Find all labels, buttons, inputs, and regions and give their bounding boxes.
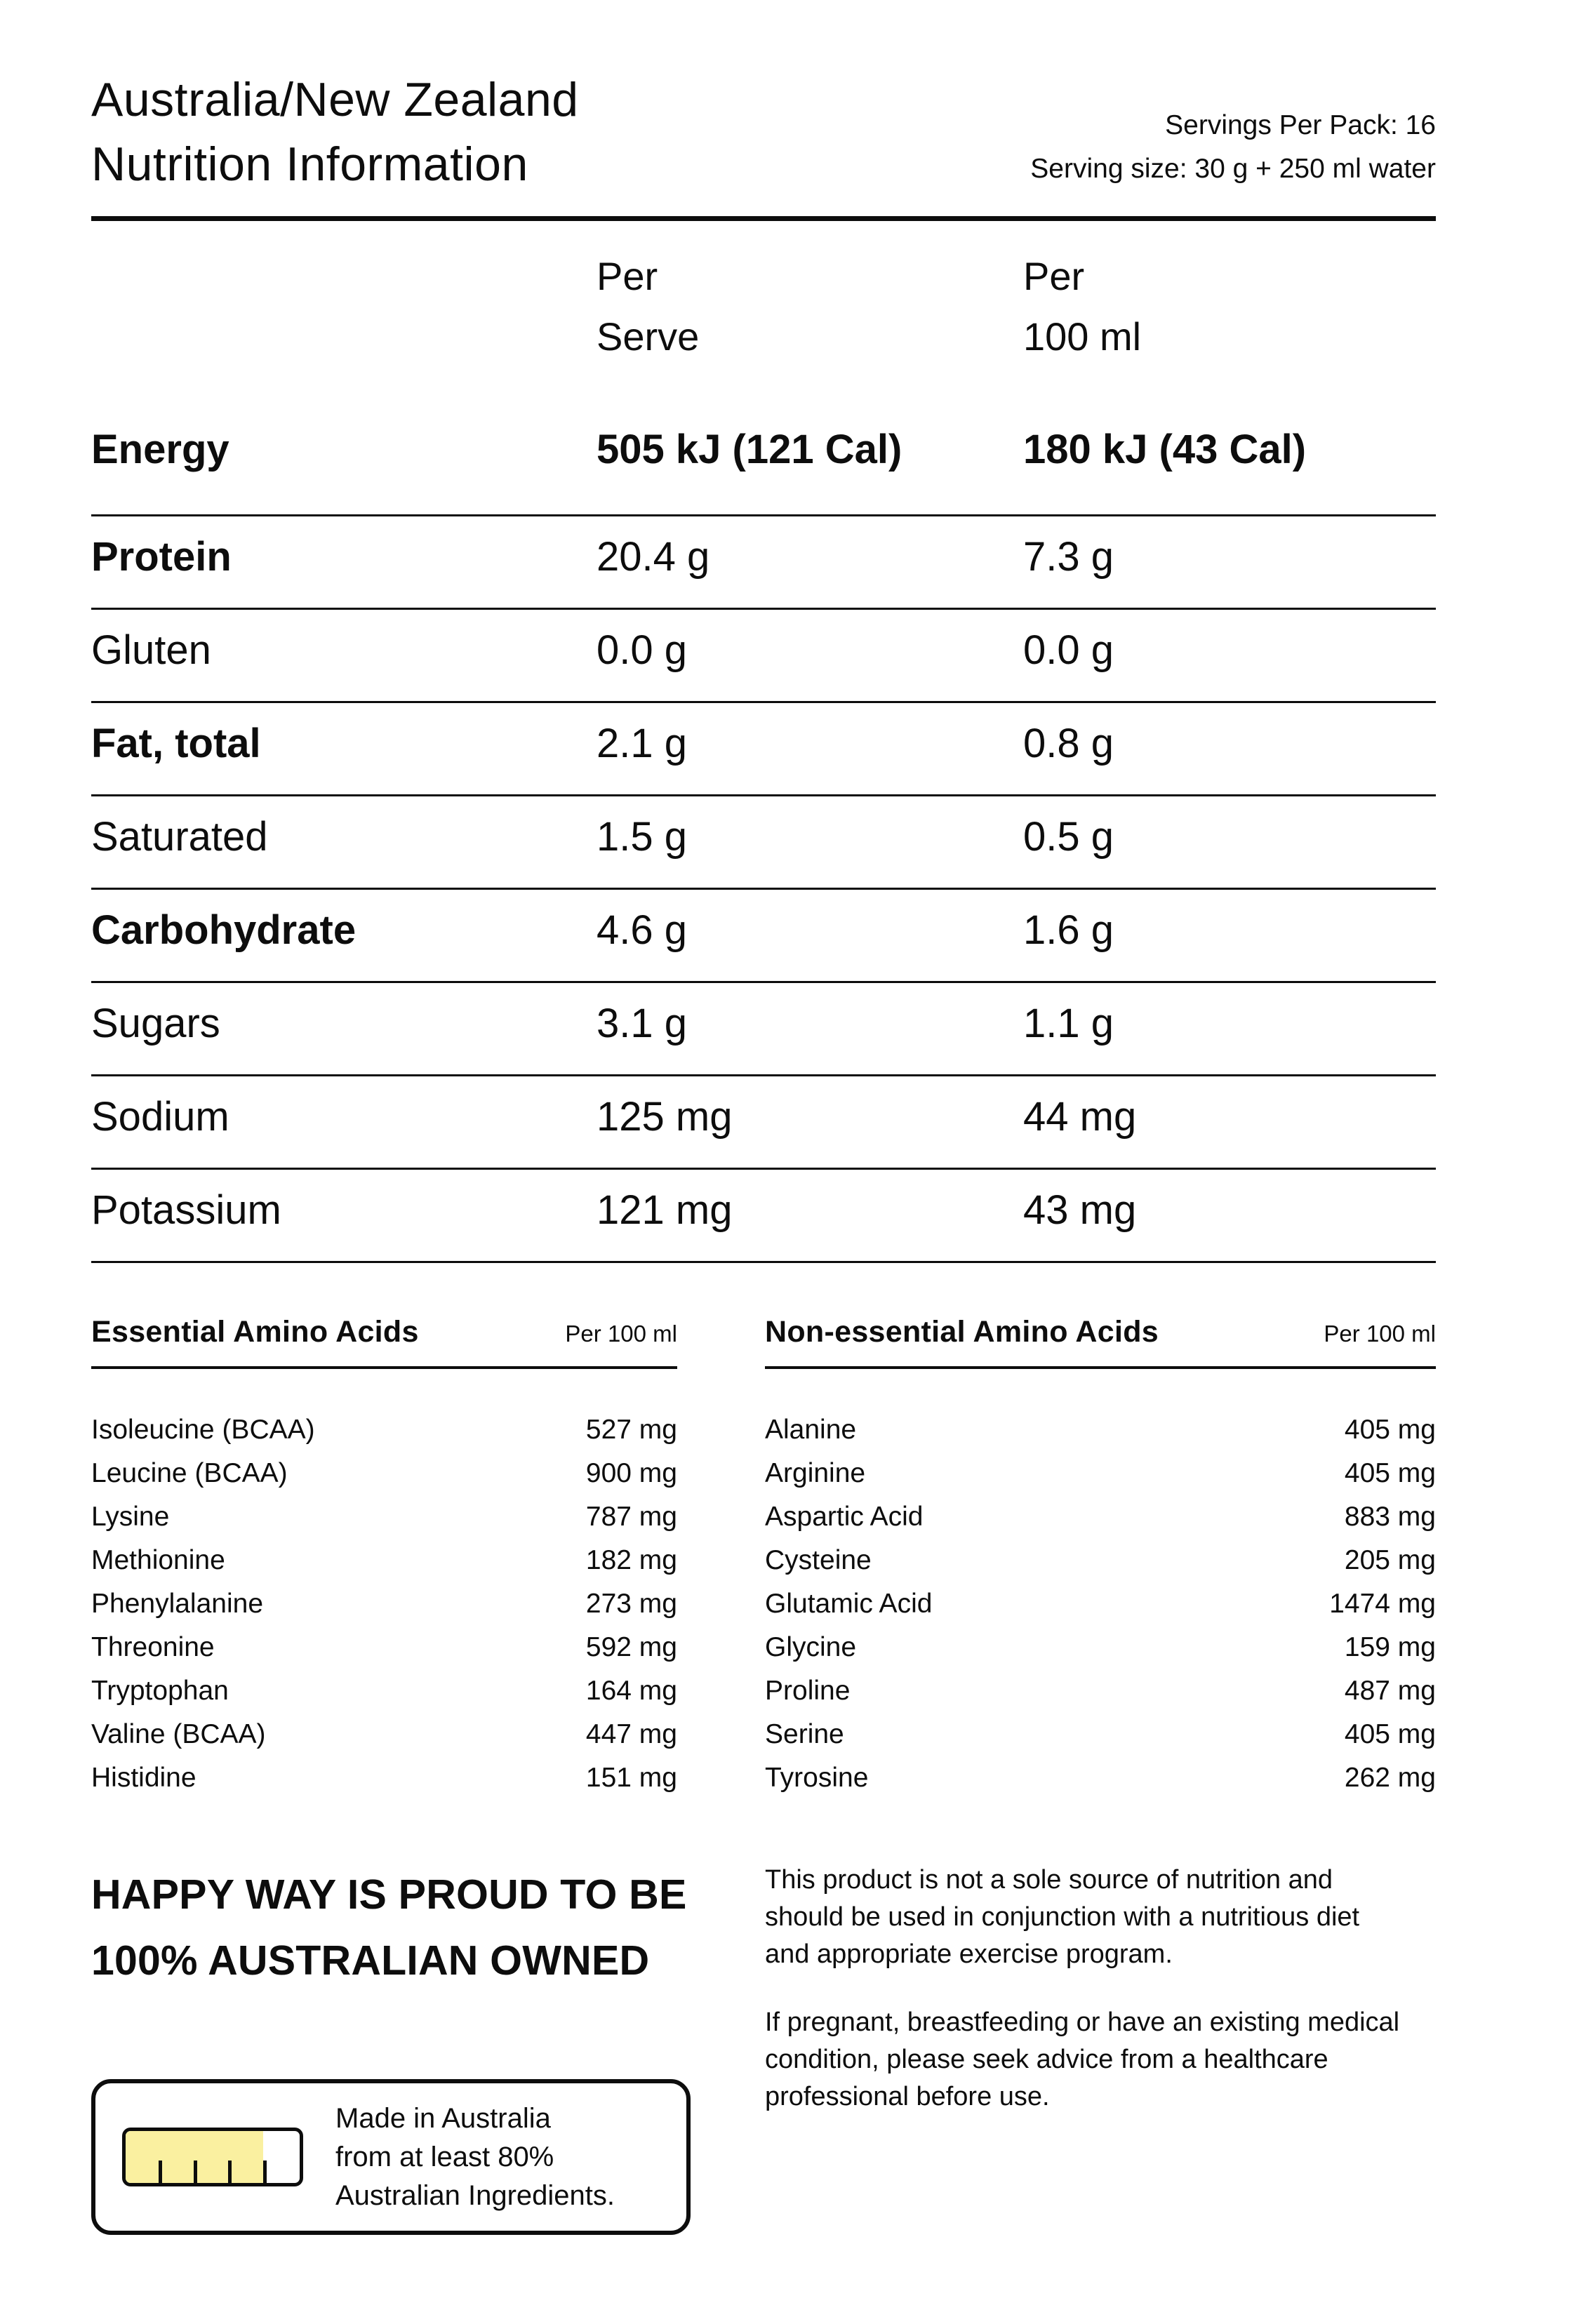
nutrition-row [91, 703, 1436, 796]
per-100ml-value: 1.1 g [1023, 1001, 1114, 1046]
label-header [91, 0, 1436, 196]
per-100ml-value: 0.0 g [1023, 627, 1114, 673]
amino-acid-value: 883 mg [1344, 1502, 1436, 1532]
bar-tick-icon [263, 2161, 267, 2183]
per-serve-value: 3.1 g [597, 1001, 687, 1046]
per-100ml-value: 44 mg [1023, 1094, 1137, 1140]
amino-acid-row [765, 1495, 1436, 1539]
amino-acid-value: 405 mg [1344, 1458, 1436, 1488]
amino-acid-name: Glycine [765, 1632, 857, 1662]
amino-acid-value: 205 mg [1344, 1545, 1436, 1575]
non-essential-amino-acids-unit: Per 100 ml [1324, 1321, 1436, 1347]
per-serve-value: 505 kJ (121 Cal) [597, 427, 902, 472]
made-in-australia-line1: Made in Australia [335, 2102, 551, 2134]
amino-acid-value: 900 mg [585, 1458, 677, 1488]
serving-size: Serving size: 30 g + 250 ml water [1030, 154, 1436, 184]
nutrient-label: Saturated [91, 814, 268, 860]
nutrition-table [91, 246, 1436, 1263]
amino-acid-row [91, 1582, 677, 1626]
servings-per-pack: Servings Per Pack: 16 [1165, 110, 1436, 140]
nutrition-rows [91, 367, 1436, 1263]
amino-acid-value: 273 mg [585, 1589, 677, 1619]
ownership-heading [91, 1862, 709, 1994]
amino-acid-name: Leucine (BCAA) [91, 1458, 288, 1488]
bar-tick-icon [228, 2161, 232, 2183]
amino-acid-row [91, 1669, 677, 1713]
amino-acid-row [91, 1713, 677, 1756]
amino-acid-value: 159 mg [1344, 1632, 1436, 1662]
amino-acid-row [765, 1626, 1436, 1669]
amino-acid-name: Valine (BCAA) [91, 1719, 266, 1749]
per-100ml-value: 0.5 g [1023, 814, 1114, 860]
amino-acid-value: 447 mg [585, 1719, 677, 1749]
amino-acid-name: Serine [765, 1719, 844, 1749]
empty-header-cell [91, 246, 597, 367]
amino-acid-value: 1474 mg [1329, 1589, 1436, 1619]
made-in-australia-text [335, 2099, 615, 2215]
amino-acid-name: Phenylalanine [91, 1589, 264, 1619]
amino-acid-value: 405 mg [1344, 1719, 1436, 1749]
nutrient-label: Carbohydrate [91, 907, 357, 953]
non-essential-amino-acids-title: Non-essential Amino Acids [765, 1315, 1159, 1349]
nutrient-label: Energy [91, 427, 229, 472]
col-header-per-serve: Per Serve [597, 254, 700, 359]
amino-acid-name: Isoleucine (BCAA) [91, 1415, 315, 1445]
amino-acid-name: Cysteine [765, 1545, 872, 1575]
amino-acid-row [765, 1539, 1436, 1582]
nutrition-column-headers [91, 246, 1436, 367]
essential-amino-acids-header [91, 1314, 677, 1369]
amino-acid-row [765, 1669, 1436, 1713]
amino-acid-value: 151 mg [585, 1763, 677, 1793]
amino-acid-row [91, 1756, 677, 1800]
amino-acid-value: 592 mg [585, 1632, 677, 1662]
page-title [91, 67, 579, 196]
label-footer [91, 1862, 1436, 2235]
per-serve-value: 1.5 g [597, 814, 687, 860]
nutrient-label: Sodium [91, 1094, 229, 1140]
essential-amino-acids-rows [91, 1408, 677, 1800]
amino-acid-value: 487 mg [1344, 1676, 1436, 1706]
nutrient-label: Fat, total [91, 721, 261, 766]
bar-tick-icon [194, 2161, 197, 2183]
disclaimers [765, 1862, 1436, 2235]
made-in-australia-line3: Australian Ingredients. [335, 2179, 615, 2211]
amino-acid-row [765, 1582, 1436, 1626]
per-100ml-value: 180 kJ (43 Cal) [1023, 427, 1307, 472]
page-title-line2: Nutrition Information [91, 138, 528, 191]
nutrition-row [91, 367, 1436, 516]
amino-acid-row [91, 1539, 677, 1582]
nutrition-row [91, 516, 1436, 610]
label-content [91, 0, 1436, 2235]
australian-made-bar-icon [122, 2128, 303, 2186]
per-serve-value: 121 mg [597, 1187, 733, 1233]
nutrition-row [91, 1170, 1436, 1263]
footer-left [91, 1862, 709, 2235]
header-rule [91, 216, 1436, 221]
page-title-line1: Australia/New Zealand [91, 73, 579, 126]
amino-acid-name: Methionine [91, 1545, 225, 1575]
per-100ml-value: 7.3 g [1023, 534, 1114, 580]
serving-info [1030, 104, 1436, 196]
amino-acid-value: 182 mg [585, 1545, 677, 1575]
nutrition-row [91, 610, 1436, 703]
amino-acid-row [765, 1756, 1436, 1800]
per-serve-value: 0.0 g [597, 627, 687, 673]
disclaimer-sole-source: This product is not a sole source of nutrition and should be used in conjunction with a nutritious diet and appropriate exercise program. [765, 1865, 1360, 1969]
disclaimer-pregnancy: If pregnant, breastfeeding or have an existing medical condition, please seek advice from a healthcare professional before use. [765, 2008, 1400, 2111]
amino-acid-name: Aspartic Acid [765, 1502, 924, 1532]
amino-acids-section [91, 1314, 1436, 1800]
made-in-australia-line2: from at least 80% [335, 2141, 554, 2172]
per-100ml-value: 43 mg [1023, 1187, 1137, 1233]
nutrient-label: Gluten [91, 627, 211, 673]
per-serve-value: 2.1 g [597, 721, 687, 766]
amino-acid-name: Threonine [91, 1632, 215, 1662]
amino-acid-name: Tyrosine [765, 1763, 869, 1793]
amino-acid-value: 164 mg [585, 1676, 677, 1706]
essential-amino-acids-column [91, 1314, 677, 1800]
amino-acid-value: 787 mg [585, 1502, 677, 1532]
non-essential-amino-acids-header [765, 1314, 1436, 1369]
per-100ml-value: 0.8 g [1023, 721, 1114, 766]
per-serve-value: 20.4 g [597, 534, 710, 580]
amino-acid-row [765, 1452, 1436, 1495]
nutrition-row [91, 890, 1436, 983]
amino-acid-row [91, 1408, 677, 1452]
amino-acid-value: 527 mg [585, 1415, 677, 1445]
nutrient-label: Potassium [91, 1187, 281, 1233]
ownership-heading-line1: HAPPY WAY IS PROUD TO BE [91, 1871, 687, 1918]
amino-acid-name: Glutamic Acid [765, 1589, 933, 1619]
amino-acid-name: Tryptophan [91, 1676, 229, 1706]
bar-tick-icon [159, 2161, 162, 2183]
amino-acid-name: Arginine [765, 1458, 866, 1488]
amino-acid-name: Alanine [765, 1415, 857, 1445]
nutrition-row [91, 983, 1436, 1076]
amino-acid-row [91, 1626, 677, 1669]
amino-acid-name: Proline [765, 1676, 851, 1706]
amino-acid-name: Lysine [91, 1502, 170, 1532]
amino-acid-row [91, 1452, 677, 1495]
col-header-per-100ml: Per 100 ml [1023, 254, 1142, 359]
amino-acid-row [765, 1408, 1436, 1452]
made-in-australia-badge [91, 2079, 691, 2235]
per-serve-value: 125 mg [597, 1094, 733, 1140]
essential-amino-acids-unit: Per 100 ml [565, 1321, 677, 1347]
essential-amino-acids-title: Essential Amino Acids [91, 1315, 419, 1349]
nutrition-row [91, 796, 1436, 890]
amino-acid-row [91, 1495, 677, 1539]
nutrition-row [91, 1076, 1436, 1170]
amino-acid-row [765, 1713, 1436, 1756]
per-serve-value: 4.6 g [597, 907, 687, 953]
non-essential-amino-acids-rows [765, 1408, 1436, 1800]
non-essential-amino-acids-column [765, 1314, 1436, 1800]
per-100ml-value: 1.6 g [1023, 907, 1114, 953]
amino-acid-value: 405 mg [1344, 1415, 1436, 1445]
nutrient-label: Protein [91, 534, 232, 580]
nutrient-label: Sugars [91, 1001, 220, 1046]
amino-acid-value: 262 mg [1344, 1763, 1436, 1793]
ownership-heading-line2: 100% AUSTRALIAN OWNED [91, 1937, 650, 1984]
amino-acid-name: Histidine [91, 1763, 196, 1793]
